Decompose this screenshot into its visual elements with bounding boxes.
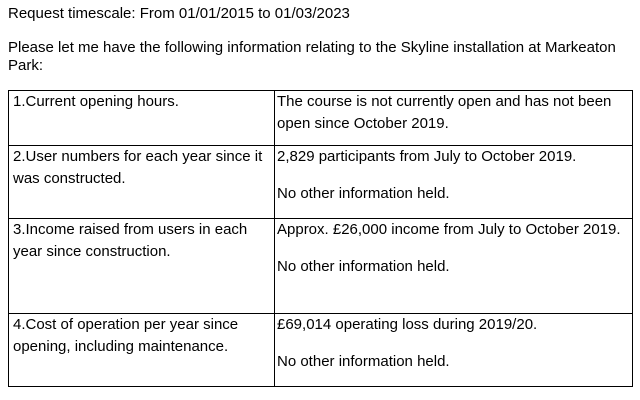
foi-response-table (8, 90, 633, 387)
question-cell (9, 219, 275, 314)
table-row (9, 219, 633, 314)
answer-text: The course is not currently open and has not been open since October 2019. (277, 93, 612, 132)
question-text: 4.Cost of operation per year since opening, including maintenance. (13, 316, 239, 355)
answer-note: No other information held. (277, 353, 450, 370)
answer-text: £69,014 operating loss during 2019/20. (277, 316, 538, 333)
request-timescale: Request timescale: From 01/01/2015 to 01/03/2023 (8, 5, 350, 22)
answer-cell (275, 91, 633, 146)
answer-note: No other information held. (277, 185, 450, 202)
answer-cell (275, 314, 633, 387)
answer-note: No other information held. (277, 258, 450, 275)
question-text: 2.User numbers for each year since it was constructed. (13, 148, 263, 187)
question-text: 1.Current opening hours. (13, 93, 179, 110)
answer-text: Approx. £26,000 income from July to October 2019. (277, 221, 621, 238)
table-row (9, 314, 633, 387)
answer-cell (275, 219, 633, 314)
table-row (9, 91, 633, 146)
question-text: 3.Income raised from users in each year since construction. (13, 221, 248, 260)
question-cell (9, 314, 275, 387)
answer-text: 2,829 participants from July to October 2019. (277, 148, 577, 165)
answer-cell (275, 146, 633, 219)
question-cell (9, 91, 275, 146)
request-intro: Please let me have the following information relating to the Skyline installation at Markeaton Park: (8, 39, 616, 74)
table-row (9, 146, 633, 219)
question-cell (9, 146, 275, 219)
